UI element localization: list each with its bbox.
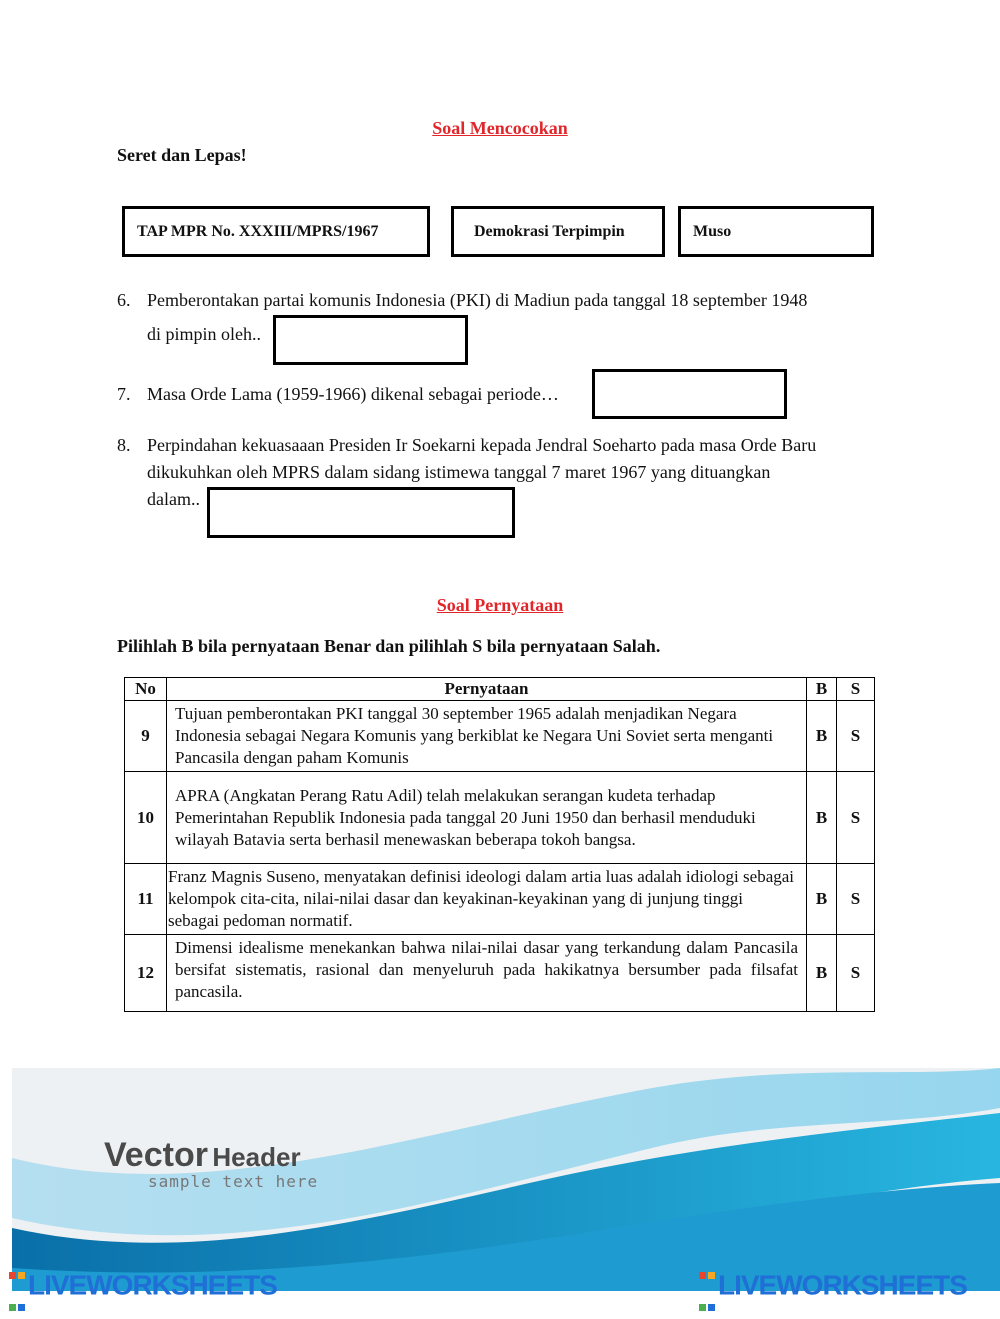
header-b: B [807,678,837,701]
table-row [125,772,875,864]
logo-tiles-icon [8,1255,28,1319]
table-row [125,701,875,772]
row-number: 10 [125,772,167,864]
header-s: S [837,678,875,701]
question-text-cont-2: dalam.. [147,489,200,509]
row-statement: APRA (Angkatan Perang Ratu Adil) telah melakukan serangan kudeta terhadap Pemerintahan Republik Indonesia pada tanggal 20 Juni 1950 dan berhasil menduduki wilayah Batavia serta berhasil menewaskan beberapa tokoh bangsa. [167,772,807,864]
question-text-cont: dikukuhkan oleh MPRS dalam sidang istimewa tanggal 7 maret 1967 yang dituangkan [147,462,771,482]
question-text: Pemberontakan partai komunis Indonesia (PKI) di Madiun pada tanggal 18 september 1948 [147,290,808,310]
table-row [125,935,875,1012]
table-row [125,864,875,935]
brand-text-left: LIVEWORKSHEETS [28,1269,277,1301]
banner-heading [104,1136,301,1175]
liveworksheets-logo-right [698,1255,967,1319]
question-number: 7. [117,384,131,404]
logo-tiles-icon [698,1255,718,1319]
brand-text-right: LIVEWORKSHEETS [718,1269,967,1301]
question-number: 8. [117,435,131,455]
choice-b-button[interactable]: B [807,935,837,1012]
drag-option-muso[interactable]: Muso [678,206,874,257]
drag-option-demokrasi-terpimpin[interactable]: Demokrasi Terpimpin [451,206,665,257]
row-number: 12 [125,935,167,1012]
question-text-cont: di pimpin oleh.. [147,324,261,344]
choice-s-button[interactable]: S [837,772,875,864]
row-statement: Dimensi idealisme menekankan bahwa nilai-nilai dasar yang terkandung dalam Pancasila bersifat sistematis, rasional dan menyeluruh pada hakikatnya bersumber pada filsafat pancasila. [167,935,807,1012]
header-no: No [125,678,167,701]
choice-s-button[interactable]: S [837,864,875,935]
choice-s-button[interactable]: S [837,701,875,772]
row-number: 9 [125,701,167,772]
statement-table [124,677,875,1012]
banner-sample-text: sample text here [148,1172,319,1191]
statement-section-title: Soal Pernyataan [436,595,564,615]
drop-zone-7[interactable] [592,369,787,419]
row-statement: Franz Magnis Suseno, menyatakan definisi ideologi dalam artia luas adalah idiologi sebagai kelompok cita-cita, nilai-nilai dasar dan keyakinan-keyakinan yang di junjung tinggi sebagai pedoman normatif. [167,864,807,935]
header-statement: Pernyataan [167,678,807,701]
matching-section-title: Soal Mencocokan [432,118,568,138]
liveworksheets-logo-left [8,1255,277,1319]
row-number: 11 [125,864,167,935]
banner-heading-small: Header [212,1142,301,1172]
table-header-row [125,678,875,701]
row-statement: Tujuan pemberontakan PKI tanggal 30 september 1965 adalah menjadikan Negara Indonesia sebagai Negara Komunis yang berkiblat ke Negara Uni Soviet serta menganti Pancasila dengan paham Komunis [167,701,807,772]
choice-s-button[interactable]: S [837,935,875,1012]
choice-b-button[interactable]: B [807,772,837,864]
choice-b-button[interactable]: B [807,701,837,772]
drop-zone-8[interactable] [207,487,515,538]
question-number: 6. [117,290,131,310]
drop-zone-6[interactable] [273,315,468,365]
drag-instruction: Seret dan Lepas! [117,145,247,165]
drag-option-tap-mpr[interactable]: TAP MPR No. XXXIII/MPRS/1967 [122,206,430,257]
statement-instruction: Pilihlah B bila pernyataan Benar dan pilihlah S bila pernyataan Salah. [117,636,661,656]
question-text: Perpindahan kekuasaaan Presiden Ir Soekarni kepada Jendral Soeharto pada masa Orde Baru [147,435,817,455]
choice-b-button[interactable]: B [807,864,837,935]
question-text: Masa Orde Lama (1959-1966) dikenal sebagai periode… [147,384,559,404]
banner-heading-big: Vector [104,1136,208,1174]
